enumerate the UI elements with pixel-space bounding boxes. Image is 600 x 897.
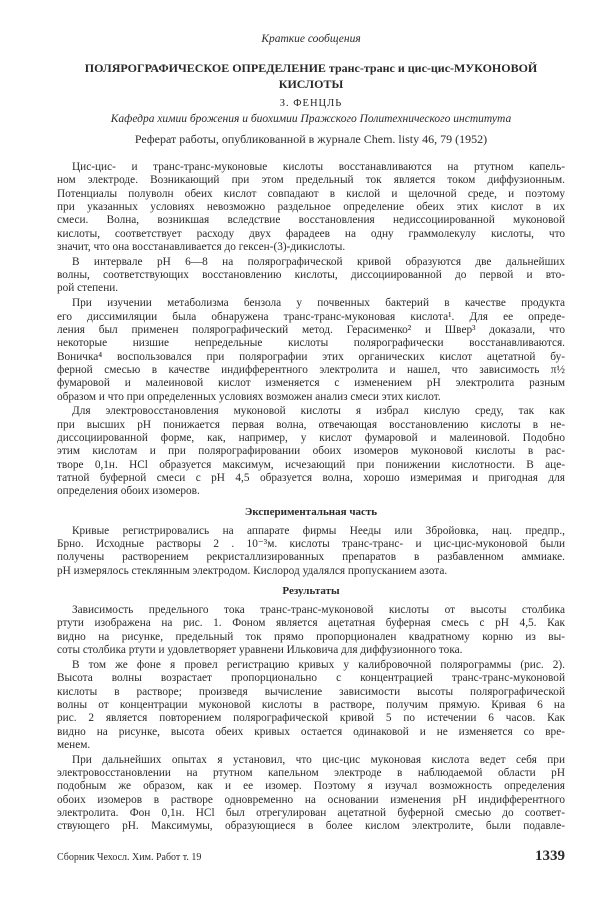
section-heading: Результаты bbox=[282, 585, 340, 598]
reference-note: Реферат работы, опубликованной в журнале Chem. listy 46, 79 (1952) bbox=[134, 132, 488, 146]
paragraph bbox=[57, 405, 565, 498]
text-line: образом и что при определенных условиях возможен анализ смеси этих кислот. bbox=[57, 390, 441, 403]
text-line: Брно. Исходные растворы 2 . 10⁻³м. кислоты транс-транс- и цис-цис-муконовой были bbox=[57, 538, 565, 551]
text-line: кислоты, соответствует расходу двух фарадеев на одну граммолекулу кислоты, что bbox=[57, 227, 565, 240]
text-line: Для электровосстановления муконовой кислоты я избрал кислую среду, так как bbox=[72, 405, 565, 418]
article-body bbox=[57, 161, 565, 835]
text-line: некоторые низшие непредельные кислоты полярографически восстанавливаются. bbox=[57, 337, 565, 350]
text-line: ления был применен полярографический метод. Герасименко² и Швер³ доказали, что bbox=[57, 323, 565, 336]
text-line: соты столбика ртути и удовлетворяет уравнени Ильковича для диффузионного тока. bbox=[57, 644, 463, 657]
text-line: ртути изображена на рис. 1. Фоном является ацетатная буферная смесь с pH 4,5. Как bbox=[57, 617, 565, 630]
text-line: его диссимиляции была обнаружена транс-транс-муконовая кислота¹. Для ее опреде- bbox=[57, 310, 565, 323]
text-line: получены растворением рекристаллизированных препаратов в разбавленном аммиаке. bbox=[57, 551, 565, 564]
footer-journal: Сборник Чехосл. Хим. Работ т. 19 bbox=[57, 852, 202, 863]
page-number: 1339 bbox=[535, 848, 565, 864]
section-label: Краткие сообщения bbox=[261, 33, 361, 45]
text-line: диссоциированной форме, как, например, у кислот фумаровой и малеиновой. Подобно bbox=[57, 432, 565, 445]
text-line: В том же фоне я провел регистрацию кривых у калибровочной полярограммы (рис. 2). bbox=[72, 658, 565, 671]
text-line: рис. 2 является повторением полярографической кривой 5 по истечении 6 часов. Как bbox=[57, 712, 565, 725]
text-line: Кривые регистрировались на аппарате фирмы Нееды или Збройовка, нац. предпр., bbox=[72, 524, 565, 537]
title-line-2: КИСЛОТЫ bbox=[278, 77, 344, 91]
text-line: этим кислотам и при полярографировании обоих изомеров муконовой кислоты в рас- bbox=[57, 445, 565, 458]
text-line: видно на рисунке, высота обеих кривых остается одинаковой и не изменяется со вре- bbox=[57, 725, 565, 738]
text-line: Высота волны возрастает пропорционально с концентрацией транс-транс-муконовой bbox=[57, 672, 565, 685]
title-line-1: ПОЛЯРОГРАФИЧЕСКОЕ ОПРЕДЕЛЕНИЕ транс-транс и цис-цис-МУКОНОВОЙ bbox=[84, 61, 538, 75]
affiliation: Кафедра химии брожения и биохимии Пражского Политехнического института bbox=[110, 113, 512, 125]
text-line: смеси. Волна, возникшая вследствие восстановления недиссоциированной муконовой bbox=[57, 214, 565, 227]
text-line: электролита. Фон 0,1н. HCl был отрегулирован ацетатной буферной смесью до соответ- bbox=[57, 807, 565, 820]
paragraph bbox=[57, 525, 565, 578]
text-line: кислоты в растворе; произведя вычисление зависимости высоты полярографической bbox=[57, 685, 565, 698]
text-line: при указанных условиях невозможно раздельное определение обеих этих кислот в их bbox=[57, 201, 565, 214]
paragraph bbox=[57, 256, 565, 296]
author: З. ФЕНЦЛЬ bbox=[279, 98, 343, 109]
article-title bbox=[40, 60, 582, 92]
text-line: В интервале pH 6—8 на полярографической кривой образуются две дальнейших bbox=[72, 255, 565, 268]
text-line: электровосстановлении на ртутном капельном электроде в наблюдаемой области pH bbox=[57, 767, 565, 780]
text-line: татной буферной смеси с pH 4,5 образуется волна, хорошо измеримая и пригодная для bbox=[57, 472, 565, 485]
text-line: При дальнейших опытах я установил, что цис-цис муконовая кислота ведет себя при bbox=[72, 753, 565, 766]
text-line: при высших pH понижается первая волна, отвечающая восстановлению кислоты в не- bbox=[57, 418, 565, 431]
text-line: ном электроде. Возникающий при этом предельный ток является током диффузионным. bbox=[57, 174, 565, 187]
paragraph bbox=[57, 297, 565, 404]
text-line: волны от концентрации муконовой кислоты в растворе, получим прямую. Кривая 6 на bbox=[57, 698, 565, 711]
text-line: Цис-цис- и транс-транс-муконовые кислоты восстанавливаются на ртутном капель- bbox=[72, 161, 565, 173]
text-line: Потенциалы полуволн обеих кислот совпадают в кислой и щелочной среде, и поэтому bbox=[57, 187, 565, 200]
paragraph bbox=[57, 604, 565, 657]
text-line: видно на рисунке, предельный ток прямо пропорционален квадратному корню из вы- bbox=[57, 630, 565, 643]
text-line: Воничка⁴ воспользовался при полярографии этих органических кислот ацетатной бу- bbox=[57, 350, 565, 363]
paragraph bbox=[57, 659, 565, 752]
text-line: волны, соответствующих восстановлению кислоты, диссоциированной до первой и вто- bbox=[57, 269, 565, 282]
text-line: творе 0,1н. HCl образуется максимум, исчезающий при понижении кислотности. В аце- bbox=[57, 458, 565, 471]
text-line: рой степени. bbox=[57, 282, 119, 295]
text-line: подобным же образом, как и ее изомер. Поэтому я изучал возможность определения bbox=[57, 780, 565, 793]
text-line: определения обоих изомеров. bbox=[57, 485, 200, 498]
text-line: обоих изомеров в растворе одновременно на основании изменения pH индифферентного bbox=[57, 793, 565, 806]
text-line: Зависимость предельного тока транс-транс-муконовой кислоты от высоты столбика bbox=[72, 604, 565, 617]
text-line: значит, что она восстанавливается до гексен-(3)-дикислоты. bbox=[57, 241, 346, 254]
section-heading: Экспериментальная часть bbox=[244, 505, 378, 518]
paragraph bbox=[57, 754, 565, 834]
text-line: pH измерялось стеклянным электродом. Кислород удалялся пропусканием азота. bbox=[57, 564, 448, 577]
text-line: ствующего pH. Максимумы, образующиеся в более кислом электролите, были подавле- bbox=[57, 820, 565, 833]
text-line: При изучении метаболизма бензола у почвенных бактерий в качестве продукта bbox=[72, 297, 565, 310]
paragraph bbox=[57, 161, 565, 254]
text-line: фумаровой и малеиновой кислот изменяется с изменением pH электролита разным bbox=[57, 377, 565, 390]
text-line: менем. bbox=[57, 738, 91, 751]
text-line: ферной смесью в качестве индифферентного электролита и нашел, что зависимость π½ bbox=[57, 363, 565, 376]
